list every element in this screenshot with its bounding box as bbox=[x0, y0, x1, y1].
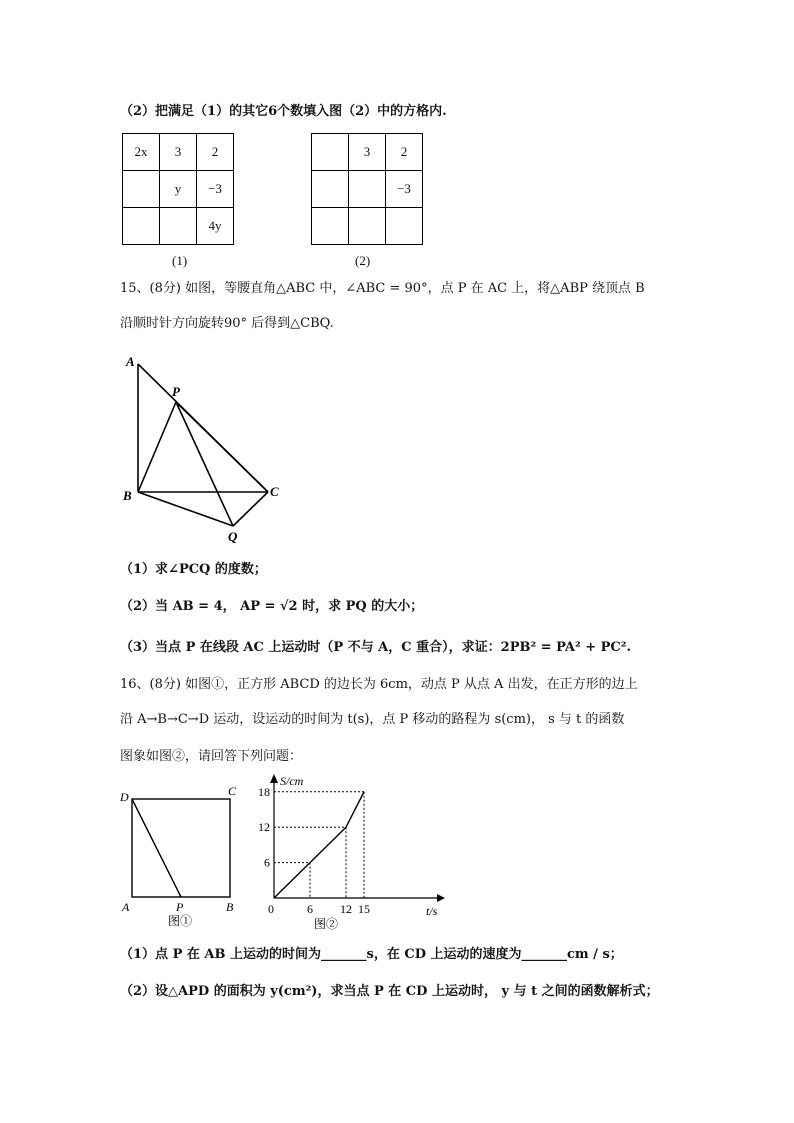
sq-label-D: D bbox=[120, 790, 129, 804]
grid1-caption: (1) bbox=[172, 253, 188, 268]
q15-stem-line-2: 沿顺时针方向旋转90° 后得到△CBQ. bbox=[120, 316, 334, 331]
q16-square-figure bbox=[118, 783, 248, 933]
grid2-cell: 2 bbox=[386, 134, 423, 171]
grid1-cell: y bbox=[160, 171, 197, 208]
q14-part2-text: （2）把满足（1）的其它6个数填入图（2）中的方格内. bbox=[120, 104, 447, 119]
grid2-cell bbox=[349, 171, 386, 208]
grid2-cell bbox=[312, 134, 349, 171]
grid2-cell bbox=[312, 171, 349, 208]
grid2-cell: −3 bbox=[386, 171, 423, 208]
grid1-cell: 2 bbox=[197, 134, 234, 171]
origin-label: 0 bbox=[268, 902, 274, 916]
label-B: B bbox=[123, 488, 132, 503]
grid1-cell: 4y bbox=[197, 208, 234, 245]
x-tick-label: 15 bbox=[358, 902, 370, 916]
q16-sub-2: （2）设△APD 的面积为 y(cm²)，求当点 P 在 CD 上运动时， y 与 t 之间的函数解析式； bbox=[120, 984, 659, 999]
x-tick-label: 12 bbox=[340, 902, 352, 916]
q16-stem-line-1: 16、(8分) 如图①，正方形 ABCD 的边长为 6cm，动点 P 从点 A 出发，在正方形的边上 bbox=[120, 677, 638, 692]
sq-caption: 图① bbox=[168, 914, 193, 928]
q15-stem-line-1: 15、(8分) 如图，等腰直角△ABC 中，∠ABC = 90°，点 P 在 AC 上，将△ABP 绕顶点 B bbox=[120, 281, 645, 296]
q15-sub-3: （3）当点 P 在线段 AC 上运动时（P 不与 A，C 重合），求证：2PB² = PA² + PC². bbox=[120, 640, 631, 655]
label-A: A bbox=[126, 354, 135, 369]
sq-label-A: A bbox=[122, 900, 130, 914]
y-tick-label: 18 bbox=[258, 784, 270, 799]
y-tick-label: 12 bbox=[258, 820, 270, 835]
grid-figure-2 bbox=[311, 133, 423, 245]
graph-caption: 图② bbox=[314, 917, 339, 931]
label-Q: Q bbox=[228, 529, 238, 544]
axis-x-label: t/s bbox=[426, 904, 438, 918]
grid1-cell: −3 bbox=[197, 171, 234, 208]
q16-sub-1: （1）点 P 在 AB 上运动的时间为_______s，在 CD 上运动的速度为_______cm / s； bbox=[120, 947, 623, 962]
q16-graph-figure bbox=[248, 773, 448, 933]
grid1-cell bbox=[160, 208, 197, 245]
label-C: C bbox=[270, 484, 279, 499]
x-tick-label: 6 bbox=[307, 902, 313, 916]
grid-figure-1 bbox=[122, 133, 234, 245]
sq-label-C: C bbox=[228, 784, 237, 798]
sq-label-P: P bbox=[176, 900, 184, 914]
q16-stem-line-2: 沿 A→B→C→D 运动，设运动的时间为 t(s)，点 P 移动的路程为 s(cm)， s 与 t 的函数 bbox=[120, 712, 625, 727]
grid2-cell: 3 bbox=[349, 134, 386, 171]
q15-sub-2: （2）当 AB = 4， AP = √2 时，求 PQ 的大小； bbox=[120, 599, 424, 614]
grid1-cell: 3 bbox=[160, 134, 197, 171]
grid1-cell bbox=[123, 171, 160, 208]
grid2-cell bbox=[349, 208, 386, 245]
grid2-cell bbox=[386, 208, 423, 245]
grid2-cell bbox=[312, 208, 349, 245]
grid1-cell: 2x bbox=[123, 134, 160, 171]
q15-sub-1: （1）求∠PCQ 的度数； bbox=[120, 562, 267, 577]
series-line bbox=[274, 792, 364, 898]
q15-triangle-figure bbox=[118, 350, 298, 550]
q16-stem-line-3: 图象如图②，请回答下列问题： bbox=[120, 749, 303, 764]
label-P: P bbox=[172, 384, 180, 399]
grid2-caption: (2) bbox=[355, 253, 371, 268]
y-tick-label: 6 bbox=[264, 855, 270, 870]
sq-label-B: B bbox=[226, 900, 234, 914]
axis-y-label: S/cm bbox=[280, 774, 304, 788]
grid1-cell bbox=[123, 208, 160, 245]
